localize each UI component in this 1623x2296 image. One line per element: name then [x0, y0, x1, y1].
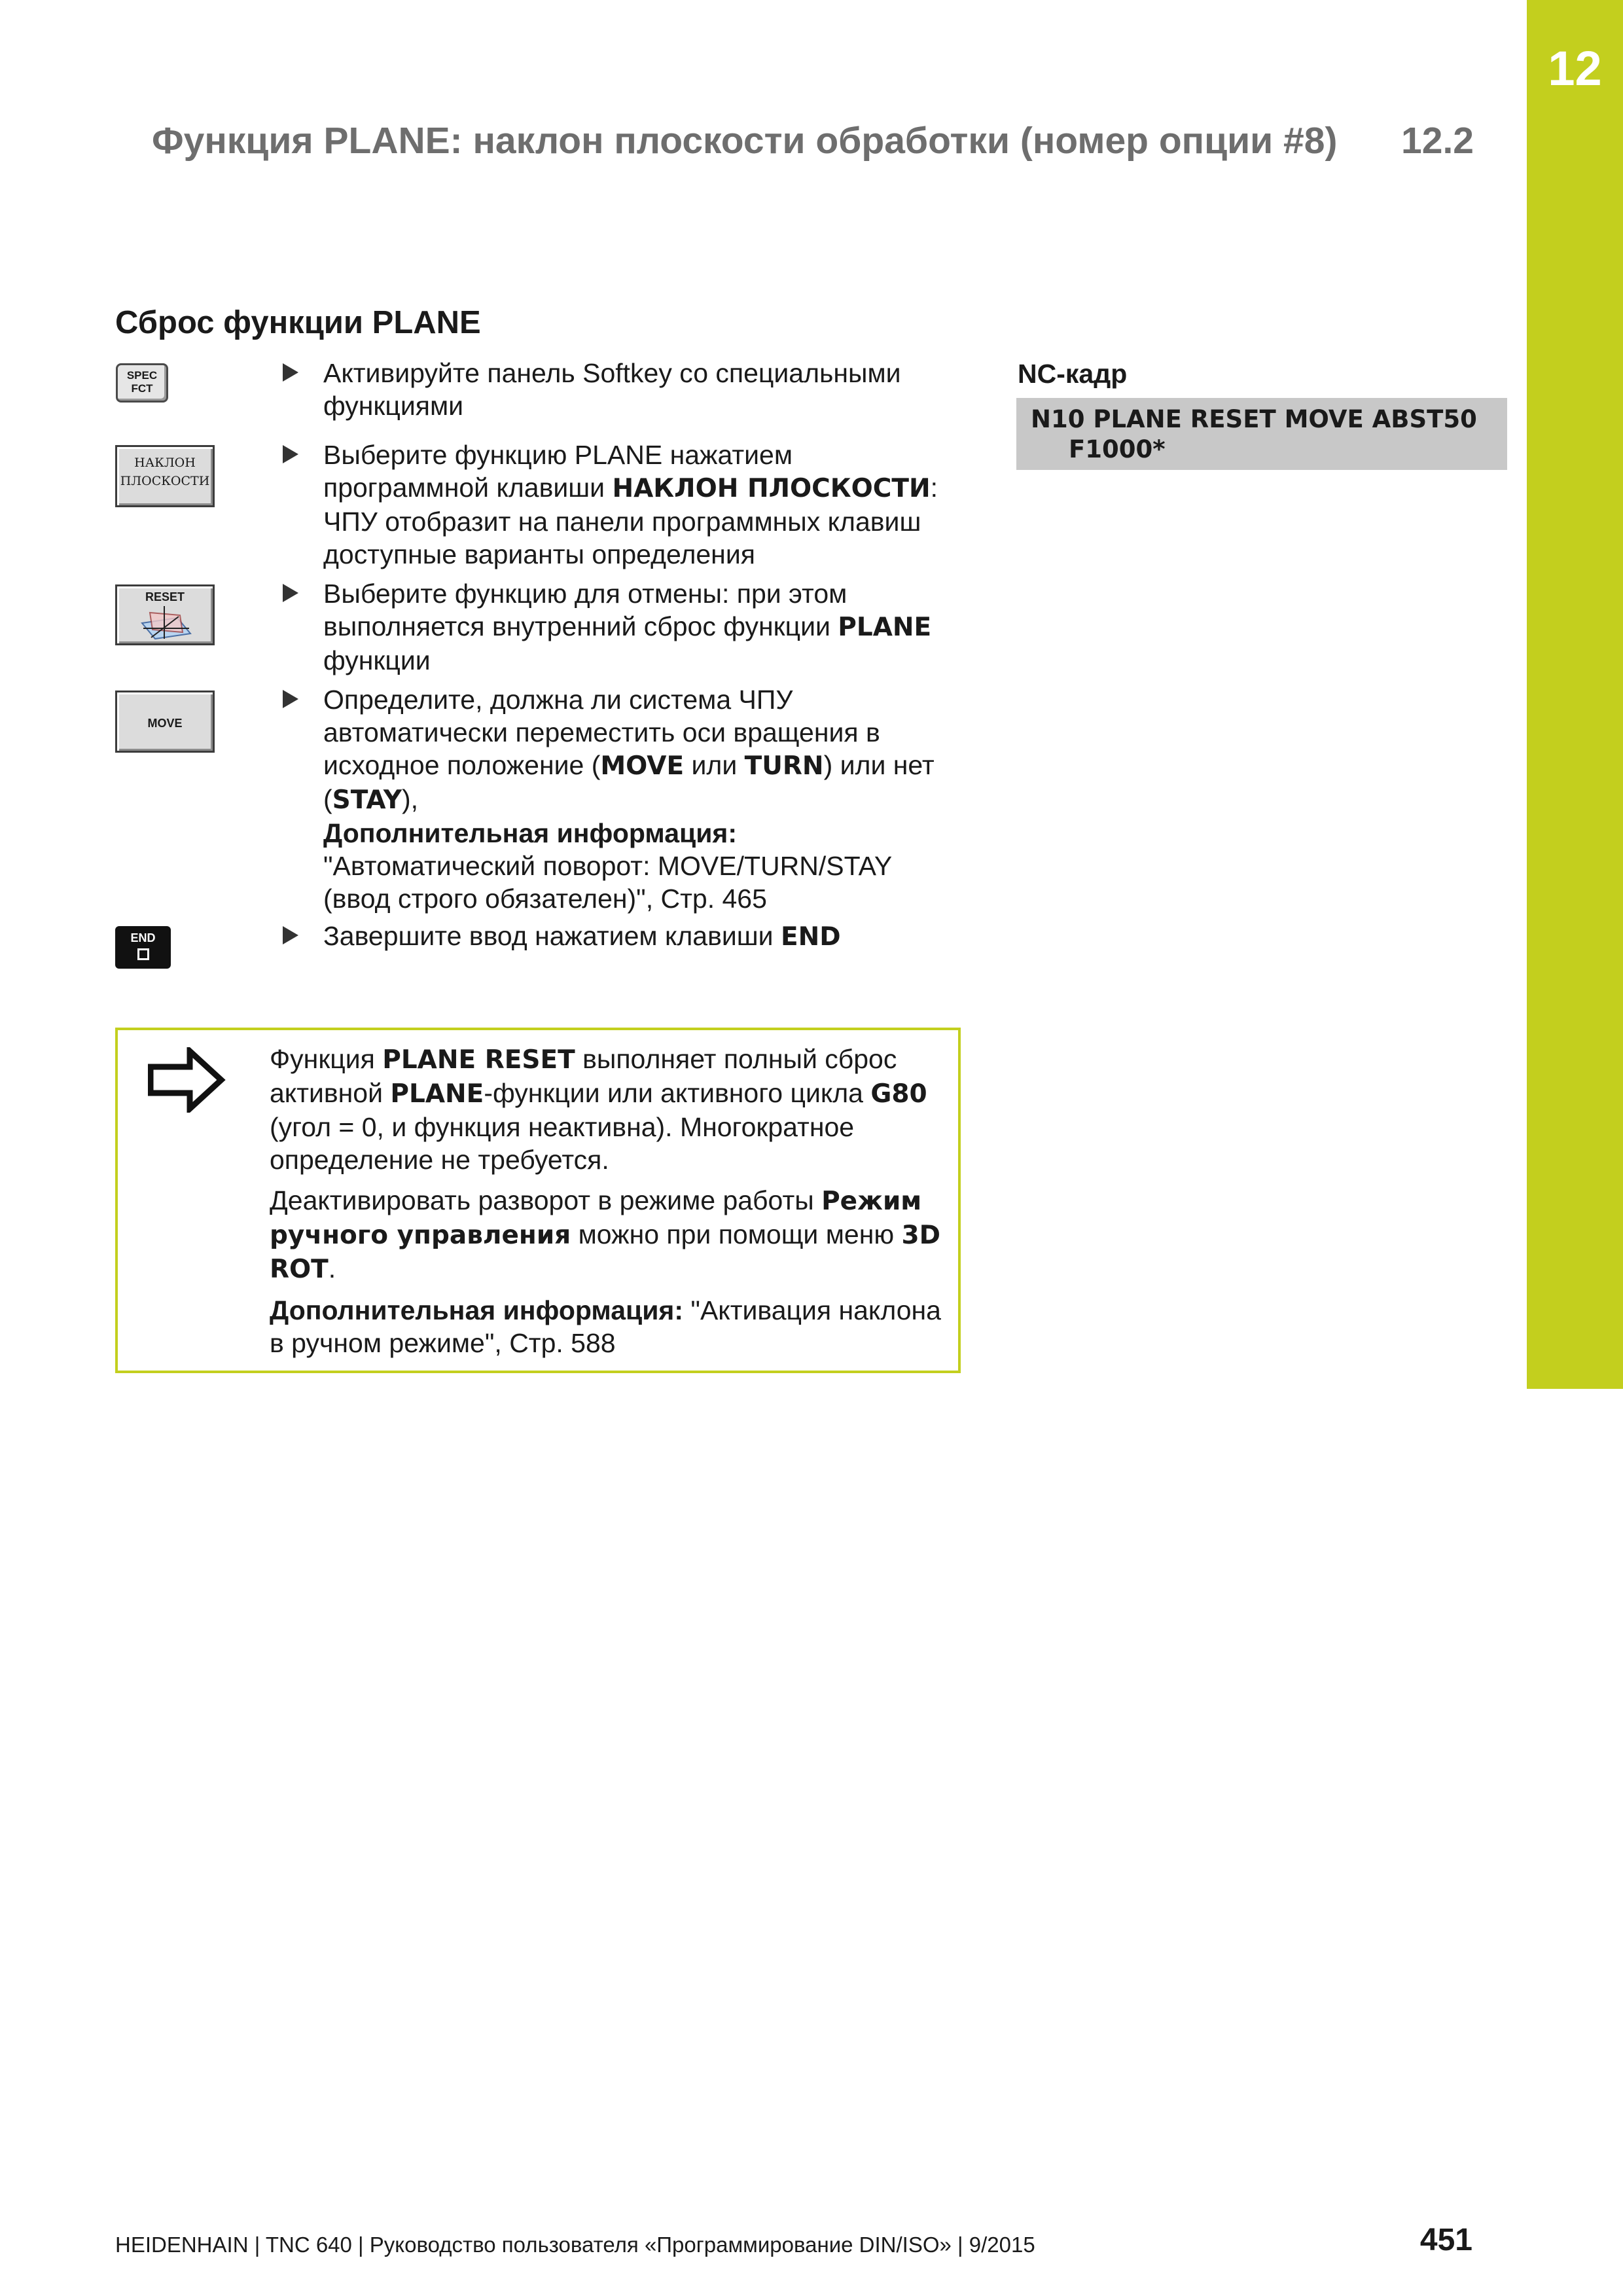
note-paragraph-3: Дополнительная информация: "Активация наклона в ручном режиме", Стр. 588 [270, 1295, 941, 1358]
step-5 [283, 920, 963, 954]
section-title: Сброс функции PLANE [115, 305, 481, 340]
chapter-number: 12 [1548, 41, 1602, 96]
naklon-ploskosti-softkey[interactable] [115, 445, 215, 507]
step-2-text: Выберите функцию PLANE нажатием программной клавиши НАКЛОН ПЛОСКОСТИ: ЧПУ отобразит на панели программных клавиш доступные варианты определения [323, 440, 938, 569]
arrow-right-icon [148, 1047, 226, 1113]
note-paragraph-1: Функция PLANE RESET выполняет полный сброс активной PLANE-функции или активного цикла G80 (угол = 0, и функция неактивна). Многократное определение не требуется. [270, 1044, 927, 1175]
step-arrow-icon [283, 363, 298, 382]
note-link[interactable]: "Активация наклона в ручном режиме", Стр. 588 [270, 1295, 941, 1358]
page-number: 451 [1419, 2223, 1472, 2257]
step-4 [283, 683, 963, 915]
naklon-softkey-line1: НАКЛОН [134, 456, 196, 470]
chapter-tab [1527, 0, 1623, 1389]
step-4-text: Определите, должна ли система ЧПУ автоматически переместить оси вращения в исходное положение (MOVE или TURN) или нет (STAY), Дополнительная информация: "Автоматический поворот: MOVE/TURN/STAY (ввод строго обязателен)", Стр. 465 [323, 685, 935, 914]
spec-fct-key-line1: SPEC [126, 369, 158, 382]
step-1-text: Активируйте панель Softkey со специальными функциями [323, 358, 901, 421]
naklon-softkey-line2: ПЛОСКОСТИ [120, 474, 210, 488]
step-3-text: Выберите функцию для отмены: при этом выполняется внутренний сброс функции PLANE функции [323, 579, 932, 675]
nc-line-2: F1000* [1069, 435, 1166, 463]
step-1 [283, 357, 963, 422]
nc-block-title: NC-кадр [1018, 359, 1128, 389]
info-label: Дополнительная информация: [323, 818, 737, 848]
nc-line-1: N10 PLANE RESET MOVE ABST50 [1031, 405, 1477, 433]
square-icon [137, 948, 149, 960]
reset-softkey[interactable] [115, 584, 215, 645]
reset-softkey-label: RESET [145, 590, 185, 603]
end-key-label: END [130, 931, 156, 944]
spec-fct-key-line2: FCT [131, 382, 153, 395]
nc-block-code [1016, 398, 1507, 470]
running-header-section: 12.2 [1401, 120, 1474, 162]
info-link[interactable]: "Автоматический поворот: MOVE/TURN/STAY (ввод строго обязателен)", Стр. 465 [323, 851, 892, 914]
footer-text: HEIDENHAIN | TNC 640 | Руководство пользователя «Программирование DIN/ISO» | 9/2015 [115, 2233, 1035, 2257]
step-2 [283, 439, 963, 571]
step-5-text: Завершите ввод нажатием клавиши END [323, 921, 841, 952]
running-header-title: Функция PLANE: наклон плоскости обработки (номер опции #8) [152, 120, 1338, 162]
running-header [152, 119, 1474, 162]
step-arrow-icon [283, 690, 298, 708]
step-arrow-icon [283, 926, 298, 944]
step-arrow-icon [283, 584, 298, 602]
spec-fct-key[interactable] [116, 363, 168, 403]
step-3 [283, 577, 963, 677]
note-paragraph-2: Деактивировать разворот в режиме работы Режим ручного управления можно при помощи меню 3D ROT. [270, 1185, 941, 1284]
move-softkey[interactable]: MOVE [115, 691, 215, 753]
step-arrow-icon [283, 445, 298, 463]
note-text [270, 1043, 944, 1367]
end-key[interactable] [115, 926, 171, 969]
tilted-plane-icon [117, 586, 213, 643]
